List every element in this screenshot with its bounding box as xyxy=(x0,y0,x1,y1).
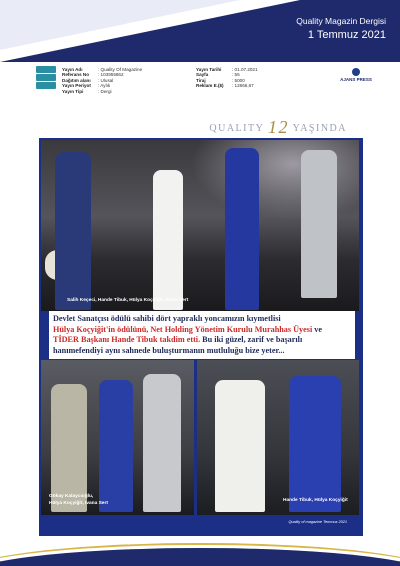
meta-label: Yayın Periyot xyxy=(62,83,91,89)
person-figure xyxy=(153,170,183,310)
category-icon xyxy=(36,74,56,81)
story-text-part: ve xyxy=(312,324,323,334)
award-photo-bottom-right xyxy=(197,360,359,515)
photo-caption: Gökay Kalaycıoğlu, xyxy=(49,494,94,499)
page-bottom-band xyxy=(0,540,400,566)
issue-date: 1 Temmuz 2021 xyxy=(307,29,386,41)
meta-label: Reklam E.($) xyxy=(196,83,224,89)
story-line: hanımefendiyi aynı sahnede buluşturmanın mutluluğu bize yeter... xyxy=(53,345,285,355)
header-wedge-light xyxy=(0,0,240,50)
agency-logo-icon xyxy=(352,68,360,76)
person-figure xyxy=(289,376,341,512)
agency-name: AJANS PRESS xyxy=(340,77,372,82)
person-figure xyxy=(215,380,265,512)
meta-value: : 103955862 xyxy=(98,72,124,78)
person-figure xyxy=(51,384,87,512)
banner-suffix: YAŞINDA xyxy=(292,123,347,134)
person-figure xyxy=(99,380,133,512)
magazine-title: Quality Magazin Dergisi xyxy=(296,16,386,26)
photo-caption: Hande Tibuk, Hülya Koçyiğit xyxy=(283,498,348,503)
meta-value: : Dergi xyxy=(98,88,112,94)
category-icon xyxy=(36,82,56,89)
meta-right-column xyxy=(196,67,258,89)
meta-label: Tiraj xyxy=(196,77,206,83)
story-line: Devlet Sanatçısı ödülü sahibi dört yapraklı yoncamızın kıymetlisi xyxy=(53,314,281,323)
meta-label: Sayfa xyxy=(196,72,209,78)
meta-value: : Aylık xyxy=(98,83,111,89)
person-figure xyxy=(225,148,259,310)
person-figure xyxy=(301,150,337,298)
meta-icons xyxy=(36,66,58,90)
photo-caption: Hülya Koçyiğit, Ivana Sert xyxy=(49,501,108,506)
banner-number: 12 xyxy=(267,117,289,137)
agency-logo xyxy=(336,68,376,82)
page-header xyxy=(0,0,400,62)
story-highlight: Hülya Koçyiğit'in ödülünü, Net Holding Yönetim Kurulu Murahhas Üyesi xyxy=(53,324,313,334)
meta-value: : 12666,67 xyxy=(232,83,254,89)
photo-caption: Salih Keçeci, Hande Tibuk, Hülya Koçyiğit, Ivana Sert xyxy=(67,298,189,303)
story-line xyxy=(53,325,351,336)
meta-left-column xyxy=(62,67,142,94)
anniversary-banner xyxy=(39,104,363,138)
meta-value: : 01.07.2021 xyxy=(232,67,258,72)
banner-prefix: QUALITY xyxy=(209,123,264,134)
meta-value: : Quality Of Magazine xyxy=(98,67,143,72)
meta-label: Referans No xyxy=(62,72,90,78)
page-footer-credit: Quality of magazine Temmuz 2021 xyxy=(288,520,347,524)
meta-label: Yayın Adı xyxy=(62,67,83,72)
story-text xyxy=(49,311,355,359)
meta-label: Yayın Tipi xyxy=(62,88,84,94)
press-clipping-meta xyxy=(36,65,370,97)
meta-value: : 55 xyxy=(232,72,240,78)
award-photo-bottom-left xyxy=(41,360,194,515)
banner-title xyxy=(209,115,347,136)
meta-value: : Ulusal xyxy=(98,77,114,83)
meta-value: : 5000 xyxy=(232,77,245,83)
meta-label: Dağıtım alanı xyxy=(62,77,91,83)
meta-label: Yayın Tarihi xyxy=(196,67,222,72)
story-highlight: TİDER Başkanı Hande Tibuk takdim etti. xyxy=(53,335,201,344)
person-figure xyxy=(55,152,91,310)
story-text-part: Bu iki güzel, zarif ve başarılı xyxy=(200,335,303,344)
magazine-page xyxy=(39,104,363,536)
person-figure xyxy=(143,374,181,512)
category-icon xyxy=(36,66,56,73)
award-photo-top xyxy=(41,140,359,311)
story-line xyxy=(53,335,351,346)
